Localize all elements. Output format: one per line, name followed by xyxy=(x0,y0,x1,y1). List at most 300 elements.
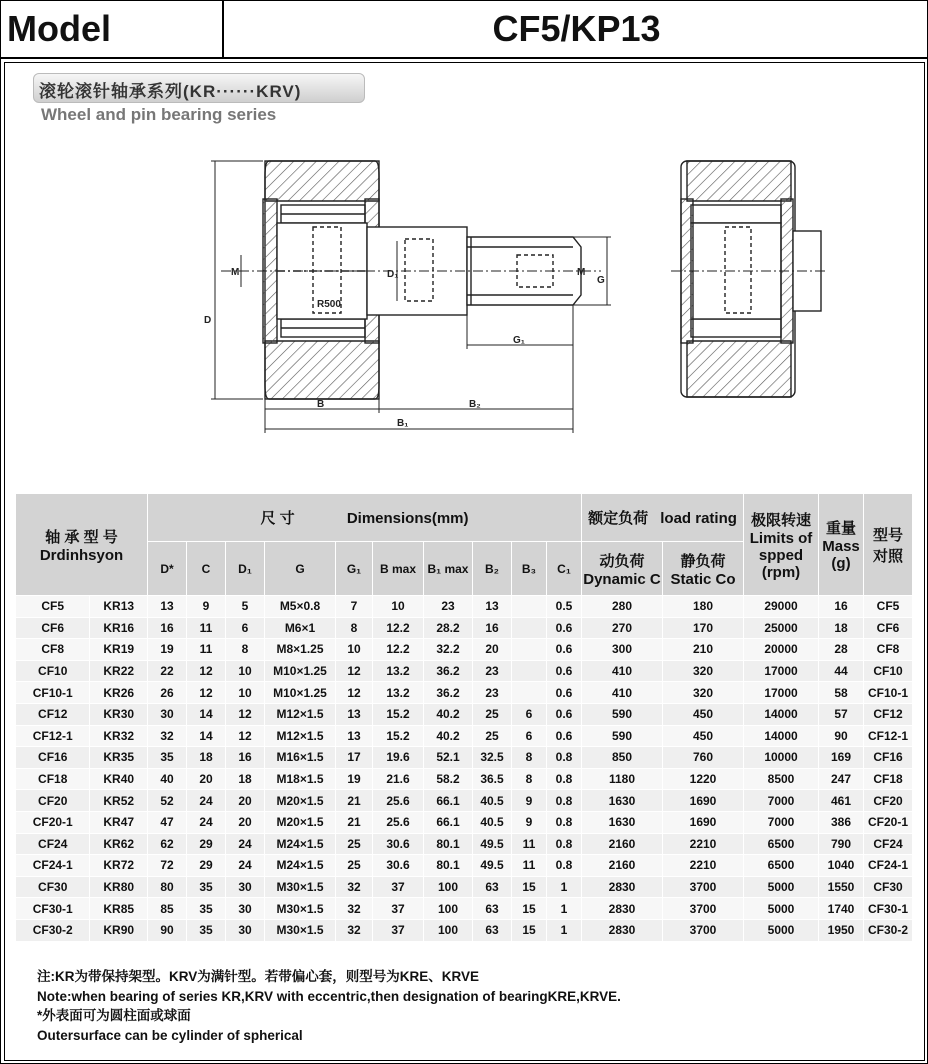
table-cell: 450 xyxy=(663,725,744,747)
table-cell: 19.6 xyxy=(373,747,424,769)
table-cell: 386 xyxy=(819,811,864,833)
table-cell: 6 xyxy=(512,725,547,747)
table-cell: 9 xyxy=(512,811,547,833)
table-cell: 11 xyxy=(512,833,547,855)
series-title-en: Wheel and pin bearing series xyxy=(41,105,277,124)
table-cell: 0.6 xyxy=(547,639,582,661)
table-cell: 0.6 xyxy=(547,725,582,747)
table-cell: KR22 xyxy=(90,660,148,682)
table-cell: CF10-1 xyxy=(16,682,90,704)
table-cell: 25 xyxy=(473,725,512,747)
table-cell: 270 xyxy=(582,617,663,639)
table-cell: CF16 xyxy=(16,747,90,769)
table-row xyxy=(16,833,913,855)
table-cell: 90 xyxy=(819,725,864,747)
table-cell: 66.1 xyxy=(424,790,473,812)
table-cell: 20000 xyxy=(744,639,819,661)
table-cell: 13.2 xyxy=(373,660,424,682)
table-cell: 0.8 xyxy=(547,833,582,855)
table-cell: 32 xyxy=(148,725,187,747)
table-row xyxy=(16,747,913,769)
table-cell: 23 xyxy=(424,596,473,618)
table-cell: 0.8 xyxy=(547,790,582,812)
speed-header-en2: spped xyxy=(758,546,804,564)
table-cell: 790 xyxy=(819,833,864,855)
mass-header-en: Mass xyxy=(822,538,860,555)
table-cell: 11 xyxy=(187,639,226,661)
label-B2: B₂ xyxy=(469,399,481,410)
table-cell: 25 xyxy=(473,703,512,725)
table-cell: 6 xyxy=(512,703,547,725)
dims-header-cn: 尺 寸 xyxy=(260,510,295,527)
table-cell: 10 xyxy=(373,596,424,618)
table-cell: 63 xyxy=(473,919,512,941)
table-cell: M10×1.25 xyxy=(265,682,336,704)
table-cell: 23 xyxy=(473,660,512,682)
table-cell xyxy=(512,617,547,639)
table-cell: 7000 xyxy=(744,790,819,812)
table-cell: CF24-1 xyxy=(16,855,90,877)
table-cell: 29 xyxy=(187,833,226,855)
table-cell: 1950 xyxy=(819,919,864,941)
table-cell: 25.6 xyxy=(373,811,424,833)
static-en: Static Co xyxy=(670,570,736,588)
dims-header xyxy=(148,494,582,542)
table-cell: 12 xyxy=(226,725,265,747)
table-cell: 63 xyxy=(473,876,512,898)
table-cell: CF18 xyxy=(864,768,913,790)
model-header-en: Drdinhsyon xyxy=(39,546,124,564)
table-cell: 6500 xyxy=(744,855,819,877)
table-cell: 1 xyxy=(547,898,582,920)
table-cell: M30×1.5 xyxy=(265,876,336,898)
table-row xyxy=(16,639,913,661)
table-cell: 6 xyxy=(226,617,265,639)
table-cell: CF18 xyxy=(16,768,90,790)
table-cell: 1630 xyxy=(582,790,663,812)
table-cell: 30 xyxy=(148,703,187,725)
table-cell: 66.1 xyxy=(424,811,473,833)
table-cell: CF8 xyxy=(864,639,913,661)
table-cell: CF24-1 xyxy=(864,855,913,877)
table-row xyxy=(16,725,913,747)
col-header-static xyxy=(663,542,744,596)
table-cell: 210 xyxy=(663,639,744,661)
spec-table xyxy=(15,493,913,942)
table-cell: 20 xyxy=(473,639,512,661)
note-cn-1: 注:KR为带保持架型。KRV为满针型。若带偏心套，则型号为KRE、KRVE xyxy=(37,969,480,984)
col-header-G1: G₁ xyxy=(336,542,373,596)
table-cell: CF10 xyxy=(864,660,913,682)
table-cell: 12 xyxy=(226,703,265,725)
table-cell: CF10-1 xyxy=(864,682,913,704)
table-cell: 40.5 xyxy=(473,811,512,833)
bearing-technical-drawing xyxy=(1,131,927,441)
table-cell: 12 xyxy=(336,660,373,682)
table-cell: 5 xyxy=(226,596,265,618)
table-cell: 0.8 xyxy=(547,747,582,769)
table-cell: 12 xyxy=(336,682,373,704)
table-cell: 20 xyxy=(226,811,265,833)
table-cell: 57 xyxy=(819,703,864,725)
table-cell: 320 xyxy=(663,660,744,682)
table-cell: 62 xyxy=(148,833,187,855)
table-cell: 0.6 xyxy=(547,617,582,639)
table-cell: M30×1.5 xyxy=(265,898,336,920)
header-bar xyxy=(1,1,927,59)
label-G1: G₁ xyxy=(513,335,525,346)
table-cell: 7000 xyxy=(744,811,819,833)
table-cell: 0.8 xyxy=(547,855,582,877)
table-row xyxy=(16,790,913,812)
table-cell: 760 xyxy=(663,747,744,769)
table-cell: 25000 xyxy=(744,617,819,639)
table-cell xyxy=(512,660,547,682)
table-cell: 37 xyxy=(373,919,424,941)
table-cell: 35 xyxy=(187,898,226,920)
table-cell: 100 xyxy=(424,876,473,898)
table-cell: 14000 xyxy=(744,703,819,725)
speed-header-en3: (rpm) xyxy=(761,563,801,581)
table-cell: CF10 xyxy=(16,660,90,682)
speed-header-cn: 极限转速 xyxy=(750,511,811,529)
table-cell: 30.6 xyxy=(373,855,424,877)
table-cell: KR30 xyxy=(90,703,148,725)
table-cell: 12 xyxy=(187,682,226,704)
table-cell: 2160 xyxy=(582,855,663,877)
model-header xyxy=(16,494,148,596)
table-cell: CF20 xyxy=(16,790,90,812)
table-cell: 5000 xyxy=(744,919,819,941)
table-cell: 37 xyxy=(373,876,424,898)
table-cell: KR85 xyxy=(90,898,148,920)
table-cell: KR62 xyxy=(90,833,148,855)
table-cell: CF12 xyxy=(16,703,90,725)
table-cell: 47 xyxy=(148,811,187,833)
table-cell: KR26 xyxy=(90,682,148,704)
table-row xyxy=(16,617,913,639)
table-cell: CF5 xyxy=(16,596,90,618)
series-title-cn: 滚轮滚针轴承系列(KR······KRV) xyxy=(39,82,302,101)
table-cell: 9 xyxy=(512,790,547,812)
table-cell: 410 xyxy=(582,660,663,682)
table-cell: 26 xyxy=(148,682,187,704)
table-cell: CF5 xyxy=(864,596,913,618)
table-cell: 52.1 xyxy=(424,747,473,769)
table-cell: 11 xyxy=(512,855,547,877)
table-cell: 17 xyxy=(336,747,373,769)
table-row xyxy=(16,703,913,725)
table-cell: 35 xyxy=(148,747,187,769)
table-cell: 20 xyxy=(187,768,226,790)
table-cell: 8 xyxy=(226,639,265,661)
table-cell: 30.6 xyxy=(373,833,424,855)
table-cell: CF20-1 xyxy=(864,811,913,833)
table-cell: 18 xyxy=(226,768,265,790)
table-cell: CF30-1 xyxy=(864,898,913,920)
table-cell: 15 xyxy=(512,876,547,898)
table-cell: 85 xyxy=(148,898,187,920)
table-cell: 52 xyxy=(148,790,187,812)
table-cell: 16 xyxy=(148,617,187,639)
table-cell: CF30 xyxy=(864,876,913,898)
table-cell: 17000 xyxy=(744,660,819,682)
table-cell: M30×1.5 xyxy=(265,919,336,941)
table-cell: 80.1 xyxy=(424,855,473,877)
table-row xyxy=(16,898,913,920)
table-cell: 0.5 xyxy=(547,596,582,618)
table-cell: CF30 xyxy=(16,876,90,898)
load-header-cn: 额定负荷 xyxy=(588,510,649,527)
table-cell: 6500 xyxy=(744,833,819,855)
table-cell: 12.2 xyxy=(373,639,424,661)
table-cell: 32.5 xyxy=(473,747,512,769)
table-cell: CF30-2 xyxy=(864,919,913,941)
table-cell: 14000 xyxy=(744,725,819,747)
col-header-G: G xyxy=(265,542,336,596)
header-model-value: CF5/KP13 xyxy=(492,8,661,49)
table-cell: 25 xyxy=(336,833,373,855)
table-cell: 25 xyxy=(336,855,373,877)
table-row xyxy=(16,855,913,877)
mass-header-unit: (g) xyxy=(831,555,851,572)
table-cell: 320 xyxy=(663,682,744,704)
table-cell: 58.2 xyxy=(424,768,473,790)
table-cell: 18 xyxy=(819,617,864,639)
table-row xyxy=(16,919,913,941)
table-cell: CF12-1 xyxy=(864,725,913,747)
table-cell: CF8 xyxy=(16,639,90,661)
table-cell: 15.2 xyxy=(373,703,424,725)
note-en-1: Note:when bearing of series KR,KRV with eccentric,then designation of bearingKRE,KRVE. xyxy=(37,988,621,1004)
table-cell: M18×1.5 xyxy=(265,768,336,790)
table-cell: KR47 xyxy=(90,811,148,833)
label-D: D xyxy=(204,315,212,326)
table-cell: 1040 xyxy=(819,855,864,877)
table-cell: 100 xyxy=(424,919,473,941)
table-cell: 28.2 xyxy=(424,617,473,639)
table-cell: 1220 xyxy=(663,768,744,790)
table-cell: KR35 xyxy=(90,747,148,769)
table-cell: 1630 xyxy=(582,811,663,833)
table-cell: 36.5 xyxy=(473,768,512,790)
table-cell: 461 xyxy=(819,790,864,812)
table-cell: 10000 xyxy=(744,747,819,769)
table-cell: 80 xyxy=(148,876,187,898)
col-header-C: C xyxy=(187,542,226,596)
table-cell: 19 xyxy=(148,639,187,661)
table-cell: 15 xyxy=(512,898,547,920)
table-cell: 63 xyxy=(473,898,512,920)
table-cell: 2830 xyxy=(582,876,663,898)
table-cell: 13.2 xyxy=(373,682,424,704)
cross-ref-header-2: 对照 xyxy=(872,547,903,565)
table-cell: 13 xyxy=(148,596,187,618)
table-cell: 58 xyxy=(819,682,864,704)
table-cell: 35 xyxy=(187,919,226,941)
col-header-C1: C₁ xyxy=(547,542,582,596)
label-M: M xyxy=(231,267,240,278)
note-cn-2: *外表面可为圆柱面或球面 xyxy=(37,1008,191,1023)
table-cell: 10 xyxy=(336,639,373,661)
table-cell: 590 xyxy=(582,725,663,747)
table-cell: 0.8 xyxy=(547,768,582,790)
table-cell: 40 xyxy=(148,768,187,790)
table-cell: 19 xyxy=(336,768,373,790)
dynamic-en: Dynamic C xyxy=(583,570,661,588)
table-cell: 8 xyxy=(512,768,547,790)
label-M-right: M xyxy=(577,267,586,278)
table-cell: M12×1.5 xyxy=(265,725,336,747)
table-cell: 30 xyxy=(226,876,265,898)
table-cell: M20×1.5 xyxy=(265,790,336,812)
table-cell: 2160 xyxy=(582,833,663,855)
table-cell: CF20-1 xyxy=(16,811,90,833)
table-cell: 35 xyxy=(187,876,226,898)
table-cell: 25.6 xyxy=(373,790,424,812)
table-cell: 13 xyxy=(336,703,373,725)
dims-header-en: Dimensions(mm) xyxy=(346,510,469,527)
table-cell: 3700 xyxy=(663,876,744,898)
table-cell: 44 xyxy=(819,660,864,682)
spec-table-body xyxy=(16,596,913,942)
table-cell: 100 xyxy=(424,898,473,920)
table-cell: 16 xyxy=(226,747,265,769)
table-cell: 16 xyxy=(473,617,512,639)
table-cell: M12×1.5 xyxy=(265,703,336,725)
table-cell: 169 xyxy=(819,747,864,769)
table-cell xyxy=(512,682,547,704)
table-cell: 24 xyxy=(226,855,265,877)
cross-ref-header xyxy=(864,494,913,596)
table-row xyxy=(16,768,913,790)
table-row xyxy=(16,682,913,704)
table-cell: 280 xyxy=(582,596,663,618)
table-cell: KR16 xyxy=(90,617,148,639)
col-header-D1: D₁ xyxy=(226,542,265,596)
col-header-B2: B₂ xyxy=(473,542,512,596)
table-row xyxy=(16,596,913,618)
label-G: G xyxy=(597,275,605,286)
table-cell: 7 xyxy=(336,596,373,618)
table-cell: 590 xyxy=(582,703,663,725)
table-cell: M24×1.5 xyxy=(265,833,336,855)
table-cell: 32 xyxy=(336,919,373,941)
table-cell: M5×0.8 xyxy=(265,596,336,618)
label-B1: B₁ xyxy=(397,418,409,429)
table-cell xyxy=(512,639,547,661)
table-cell: CF24 xyxy=(864,833,913,855)
table-cell: 32.2 xyxy=(424,639,473,661)
table-cell: 22 xyxy=(148,660,187,682)
table-cell: 23 xyxy=(473,682,512,704)
table-cell: 32 xyxy=(336,898,373,920)
table-cell: 8 xyxy=(512,747,547,769)
table-cell: 14 xyxy=(187,725,226,747)
model-header-cn: 轴 承 型 号 xyxy=(45,528,118,546)
table-cell: 40.5 xyxy=(473,790,512,812)
table-cell: 3700 xyxy=(663,919,744,941)
table-cell: 40.2 xyxy=(424,703,473,725)
table-cell: 8500 xyxy=(744,768,819,790)
table-cell: KR13 xyxy=(90,596,148,618)
table-cell: 49.5 xyxy=(473,833,512,855)
table-cell: 30 xyxy=(226,919,265,941)
table-cell: 37 xyxy=(373,898,424,920)
table-cell: 15 xyxy=(512,919,547,941)
table-cell: 247 xyxy=(819,768,864,790)
table-cell: 0.6 xyxy=(547,660,582,682)
cross-ref-header-1: 型号 xyxy=(872,526,903,544)
table-cell: 21 xyxy=(336,790,373,812)
col-header-Bmax: B max xyxy=(373,542,424,596)
table-cell: 11 xyxy=(187,617,226,639)
table-cell: 1740 xyxy=(819,898,864,920)
table-cell: 24 xyxy=(187,811,226,833)
table-cell: 1550 xyxy=(819,876,864,898)
table-cell: 1690 xyxy=(663,811,744,833)
dynamic-cn: 动负荷 xyxy=(599,552,645,570)
table-cell: KR80 xyxy=(90,876,148,898)
table-cell: 29000 xyxy=(744,596,819,618)
table-cell: M8×1.25 xyxy=(265,639,336,661)
table-cell: 90 xyxy=(148,919,187,941)
table-row xyxy=(16,660,913,682)
table-cell: 170 xyxy=(663,617,744,639)
table-cell: M10×1.25 xyxy=(265,660,336,682)
table-cell: KR72 xyxy=(90,855,148,877)
table-cell: 36.2 xyxy=(424,682,473,704)
table-cell: 8 xyxy=(336,617,373,639)
load-header-en: load rating xyxy=(660,510,737,527)
table-cell: KR32 xyxy=(90,725,148,747)
speed-header-en1: Limits of xyxy=(749,529,813,547)
table-cell: 450 xyxy=(663,703,744,725)
table-cell: M6×1 xyxy=(265,617,336,639)
table-cell: CF16 xyxy=(864,747,913,769)
table-cell: 10 xyxy=(226,682,265,704)
table-cell: 1690 xyxy=(663,790,744,812)
table-cell: 16 xyxy=(819,596,864,618)
table-cell: 13 xyxy=(473,596,512,618)
table-cell: 29 xyxy=(187,855,226,877)
table-cell: KR52 xyxy=(90,790,148,812)
table-cell: 2210 xyxy=(663,833,744,855)
table-cell: 5000 xyxy=(744,898,819,920)
table-cell: M16×1.5 xyxy=(265,747,336,769)
table-cell: 1 xyxy=(547,919,582,941)
load-header xyxy=(582,494,744,542)
mass-header xyxy=(819,494,864,596)
table-cell: 0.8 xyxy=(547,811,582,833)
table-cell: 13 xyxy=(336,725,373,747)
table-cell: 2830 xyxy=(582,898,663,920)
table-cell: 410 xyxy=(582,682,663,704)
table-cell: 9 xyxy=(187,596,226,618)
table-cell: 0.6 xyxy=(547,703,582,725)
table-cell xyxy=(512,596,547,618)
table-cell: 21 xyxy=(336,811,373,833)
table-cell: 10 xyxy=(226,660,265,682)
table-cell: 24 xyxy=(226,833,265,855)
table-cell: 850 xyxy=(582,747,663,769)
table-cell: 24 xyxy=(187,790,226,812)
table-cell: M24×1.5 xyxy=(265,855,336,877)
label-D1: D₁ xyxy=(387,269,399,280)
table-cell: CF6 xyxy=(864,617,913,639)
table-cell: KR19 xyxy=(90,639,148,661)
table-cell: 5000 xyxy=(744,876,819,898)
